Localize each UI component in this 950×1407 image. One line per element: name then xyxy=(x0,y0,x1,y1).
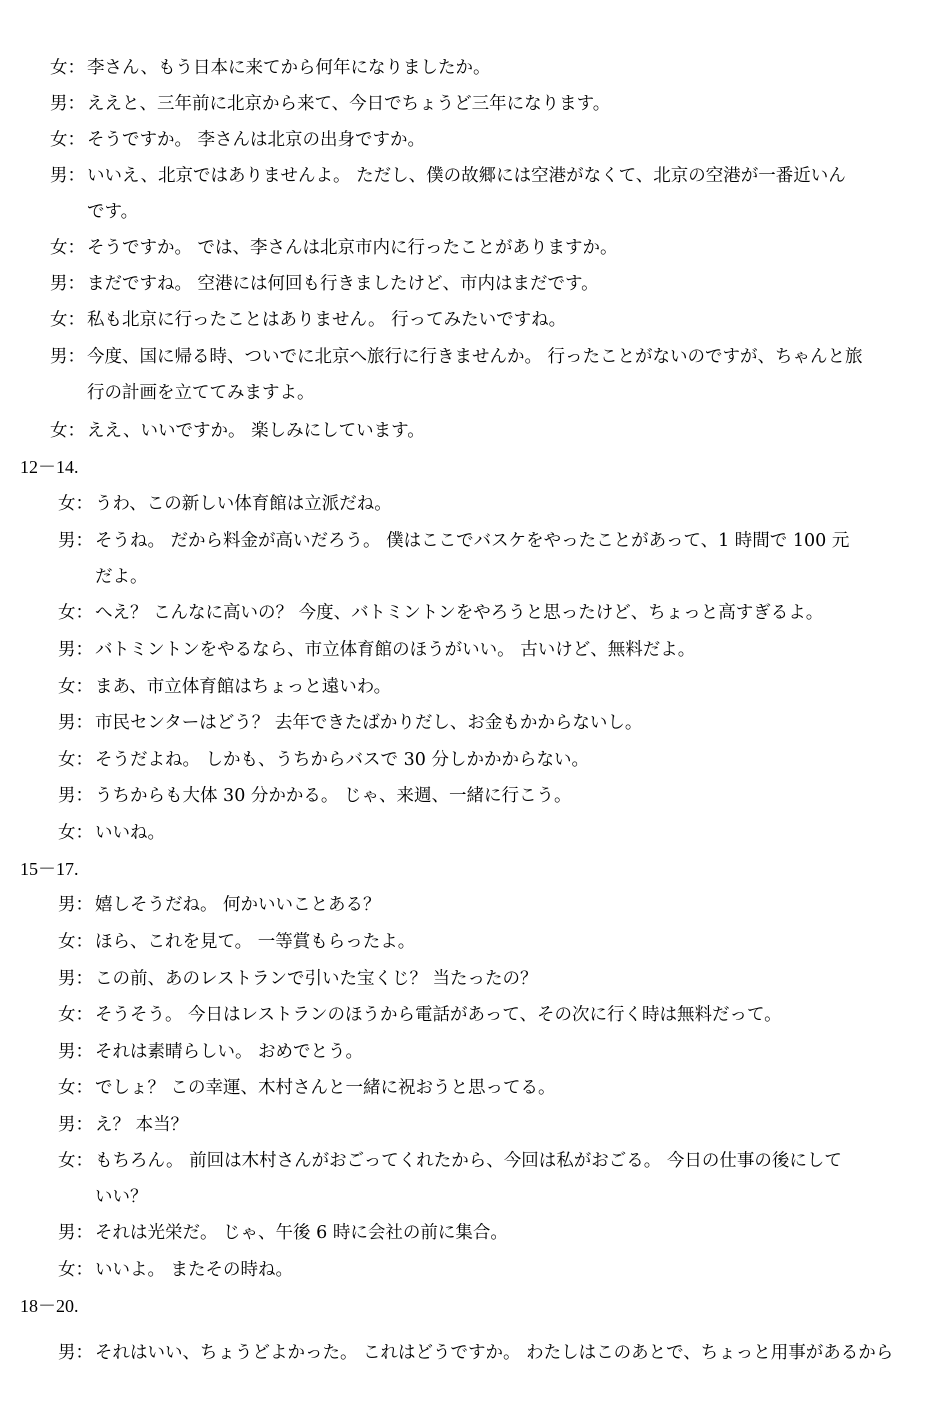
utterance-text: ええ、いいですか。 楽しみにしています。 xyxy=(87,421,425,441)
dialogue-line xyxy=(0,1077,950,1099)
dialogue-line xyxy=(0,530,950,552)
speaker-label: 女： xyxy=(58,1005,93,1025)
speaker-label: 男： xyxy=(50,347,85,367)
dialogue-line xyxy=(0,639,950,661)
utterance-text: ええと、三年前に北京から来て、今日でちょうど三年になります。 xyxy=(87,94,611,114)
speaker-label: 男： xyxy=(50,166,85,186)
speaker-label: 女： xyxy=(58,1260,93,1280)
utterance-text: まだですね。 空港には何回も行きましたけど、市内はまだです。 xyxy=(87,274,599,294)
dialogue-line xyxy=(0,894,950,916)
utterance-text: そうですか。 李さんは北京の出身ですか。 xyxy=(87,130,426,150)
utterance-text: そうね。 だから料金が高いだろう。 僕はここでバスケをやったことがあって、1 時間で 100 元 xyxy=(95,531,850,551)
utterance-text: え？ 本当？ xyxy=(95,1115,189,1135)
dialogue-line xyxy=(0,1150,950,1172)
dialogue-line xyxy=(0,968,950,990)
utterance-text: 私も北京に行ったことはありません。 行ってみたいですね。 xyxy=(87,310,567,330)
speaker-label: 女： xyxy=(58,823,93,843)
utterance-text: バトミントンをやるなら、市立体育館のほうがいい。 古いけど、無料だよ。 xyxy=(95,640,696,660)
utterance-text: それは光栄だ。 じゃ、午後 6 時に会社の前に集合。 xyxy=(95,1223,508,1243)
utterance-text: この前、あのレストランで引いた宝くじ？ 当たったの？ xyxy=(95,969,538,989)
utterance-text: へえ？ こんなに高いの？ 今度、バトミントンをやろうと思ったけど、ちょっと高すぎるよ。 xyxy=(95,603,824,623)
section-label-15-17: 15－17. xyxy=(20,859,79,879)
utterance-text-continuation: いい？ xyxy=(95,1187,148,1207)
dialogue-line xyxy=(0,493,950,515)
dialogue-line xyxy=(0,273,950,295)
dialogue-line xyxy=(0,1259,950,1281)
speaker-label: 男： xyxy=(50,274,85,294)
speaker-label: 男： xyxy=(50,94,85,114)
speaker-label: 男： xyxy=(58,786,93,806)
section-label-12-14: 12－14. xyxy=(20,457,79,477)
dialogue-line-continuation xyxy=(0,566,950,588)
speaker-label: 男： xyxy=(58,895,93,915)
utterance-text: ほら、これを見て。 一等賞もらったよ。 xyxy=(95,932,416,952)
dialogue-line xyxy=(0,602,950,624)
speaker-label: 女： xyxy=(50,58,85,78)
dialogue-line xyxy=(0,129,950,151)
utterance-text-continuation: だよ。 xyxy=(95,567,148,587)
dialogue-line xyxy=(0,931,950,953)
speaker-label: 女： xyxy=(50,421,85,441)
utterance-text: 市民センターはどう？ 去年できたばかりだし、お金もかからないし。 xyxy=(95,713,643,733)
speaker-label: 女： xyxy=(58,750,93,770)
dialogue-line xyxy=(0,346,950,368)
dialogue-line-continuation xyxy=(0,382,950,404)
speaker-label: 女： xyxy=(50,238,85,258)
utterance-text-continuation: 行の計画を立ててみますよ。 xyxy=(87,383,315,403)
dialogue-line-continuation xyxy=(0,1186,950,1208)
speaker-label: 男： xyxy=(58,969,93,989)
speaker-label: 男： xyxy=(58,531,93,551)
speaker-label: 男： xyxy=(58,1343,93,1363)
utterance-text: 李さん、もう日本に来てから何年になりましたか。 xyxy=(87,58,491,78)
dialogue-line xyxy=(0,420,950,442)
dialogue-line xyxy=(0,822,950,844)
speaker-label: 男： xyxy=(58,1042,93,1062)
dialogue-line xyxy=(0,1222,950,1244)
utterance-text: もちろん。 前回は木村さんがおごってくれたから、今回は私がおごる。 今日の仕事の後にして xyxy=(95,1151,842,1171)
cut-off-line xyxy=(0,1328,950,1363)
speaker-label: 女： xyxy=(58,932,93,952)
utterance-text: いいよ。 またその時ね。 xyxy=(95,1260,294,1280)
utterance-text: それはいい、ちょうどよかった。 これはどうですか。 わたしはこのあとで、ちょっと用事があるから xyxy=(95,1343,894,1363)
utterance-text: そうだよね。 しかも、うちからバスで 30 分しかかからない。 xyxy=(95,750,589,770)
speaker-label: 男： xyxy=(58,1223,93,1243)
utterance-text: うわ、この新しい体育館は立派だね。 xyxy=(95,494,392,514)
dialogue-line xyxy=(0,93,950,115)
utterance-text: そうですか。 では、李さんは北京市内に行ったことがありますか。 xyxy=(87,238,618,258)
utterance-text: うちからも大体 30 分かかる。 じゃ、来週、一緒に行こう。 xyxy=(95,786,572,806)
speaker-label: 女： xyxy=(50,130,85,150)
dialogue-line xyxy=(0,712,950,734)
dialogue-line xyxy=(0,237,950,259)
utterance-text: いいね。 xyxy=(95,823,165,843)
speaker-label: 女： xyxy=(58,677,93,697)
dialogue-line xyxy=(0,1041,950,1063)
speaker-label: 女： xyxy=(58,603,93,623)
utterance-text: でしょ？ この幸運、木村さんと一緒に祝おうと思ってる。 xyxy=(95,1078,556,1098)
speaker-label: 男： xyxy=(58,1115,93,1135)
dialogue-line xyxy=(0,676,950,698)
dialogue-line xyxy=(0,785,950,807)
dialogue-line-continuation xyxy=(0,201,950,223)
utterance-text: それは素晴らしい。 おめでとう。 xyxy=(95,1042,364,1062)
speaker-label: 女： xyxy=(58,494,93,514)
dialogue-line xyxy=(0,309,950,331)
dialogue-line xyxy=(0,165,950,187)
utterance-text: いいえ、北京ではありませんよ。 ただし、僕の故郷には空港がなくて、北京の空港が一番近いん xyxy=(87,166,846,186)
speaker-label: 女： xyxy=(58,1078,93,1098)
utterance-text: 今度、国に帰る時、ついでに北京へ旅行に行きませんか。 行ったことがないのですが、ちゃんと旅 xyxy=(87,347,863,367)
dialogue-line xyxy=(0,1114,950,1136)
utterance-text: まあ、市立体育館はちょっと遠いわ。 xyxy=(95,677,392,697)
utterance-text: そうそう。 今日はレストランのほうから電話があって、その次に行く時は無料だって。 xyxy=(95,1005,782,1025)
speaker-label: 女： xyxy=(58,1151,93,1171)
speaker-label: 男： xyxy=(58,713,93,733)
speaker-label: 女： xyxy=(50,310,85,330)
speaker-label: 男： xyxy=(58,640,93,660)
utterance-text: 嬉しそうだね。 何かいいことある？ xyxy=(95,895,381,915)
dialogue-line xyxy=(0,749,950,771)
section-label-18-20: 18－20. xyxy=(20,1296,79,1316)
dialogue-line xyxy=(0,57,950,79)
dialogue-line xyxy=(0,1004,950,1026)
utterance-text-continuation: です。 xyxy=(87,202,139,222)
